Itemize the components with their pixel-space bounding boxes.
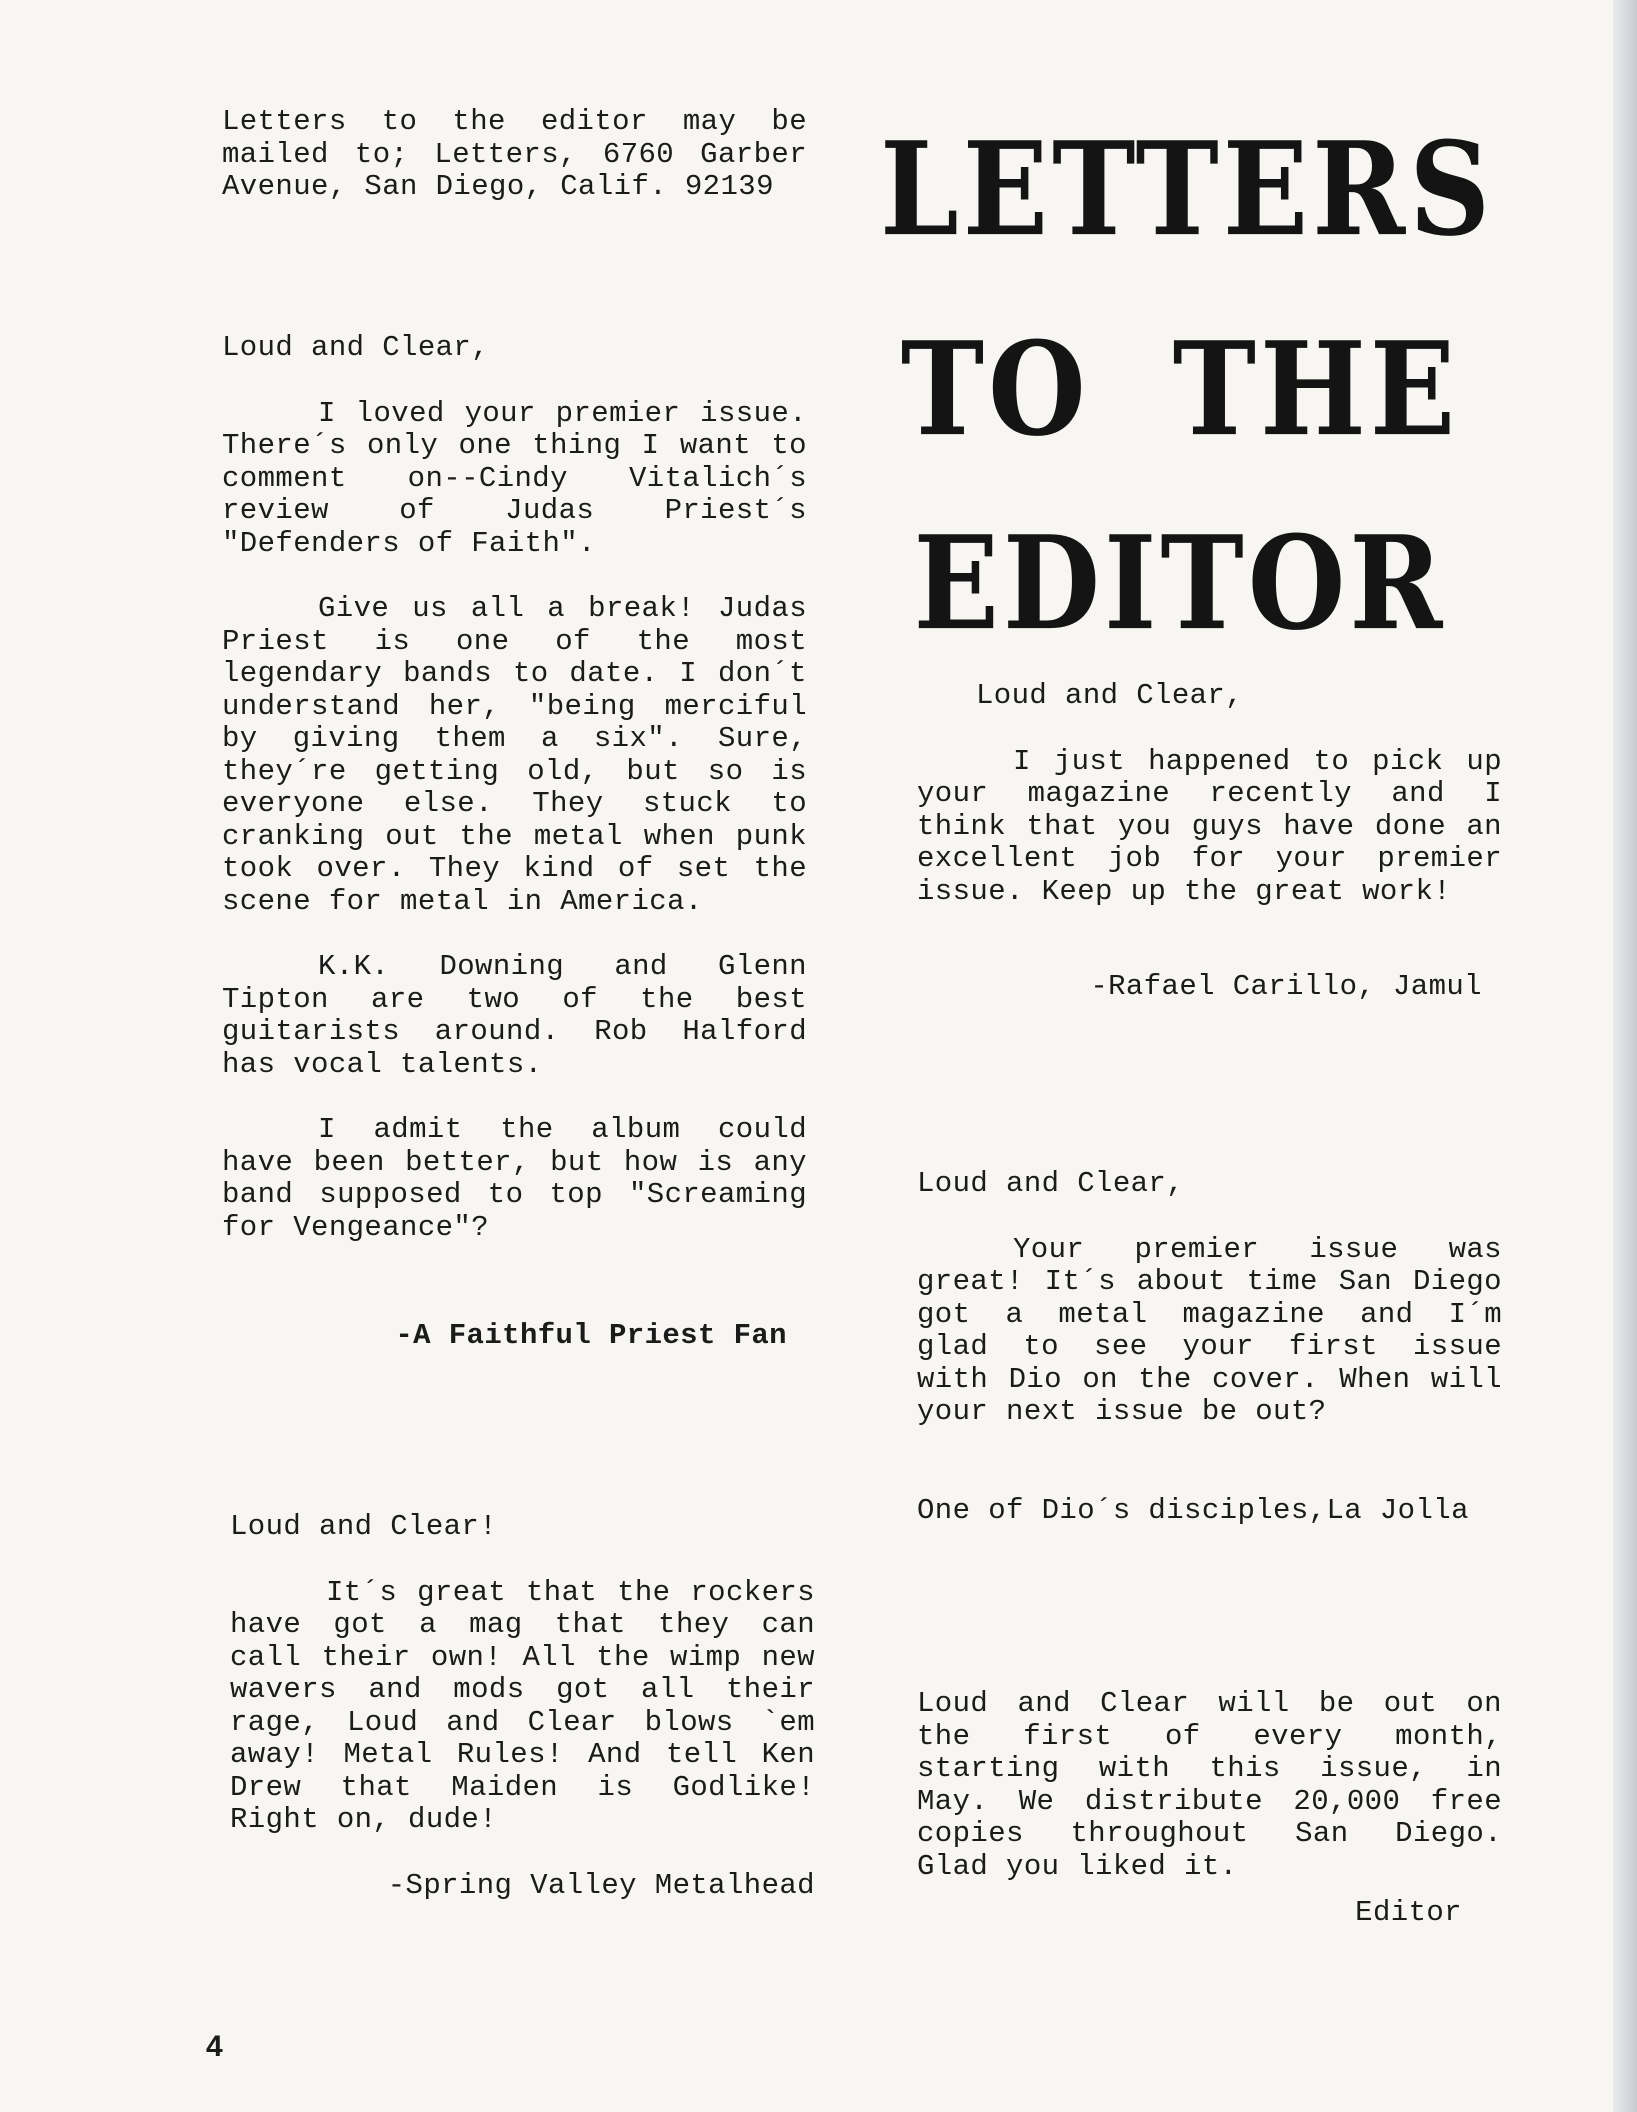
letter-1-paragraph: I loved your premier issue. There´s only one thing I want to comment on--Cindy Vitalich´s review of Judas Priest´s "Defenders of Faith". (222, 396, 807, 560)
letter-4-paragraph: Your premier issue was great! It´s about time San Diego got a metal magazine and I´m glad to see your first issue with Dio on the cover. When will your next issue be out? (917, 1232, 1502, 1428)
letter-4-salutation: Loud and Clear, (917, 1167, 1185, 1200)
title-letters: LETTERS (880, 114, 1495, 266)
letter-2-paragraph: It´s great that the rockers have got a mag that they can call their own! All the wimp new wavers and mods got all their rage, Loud and Clear blows `em away! Metal Rules! And tell Ken Drew that Maiden is Godlike! Right on, dude! (230, 1575, 815, 1836)
letter-3-signature: -Rafael Carillo, Jamul (1090, 970, 1482, 1003)
letter-1-paragraph: K.K. Downing and Glenn Tipton are two of the best guitarists around. Rob Halford has vocal talents. (222, 950, 807, 1081)
letter-4-signature: One of Dio´s disciples,La Jolla (917, 1493, 1469, 1527)
letter-3-salutation: Loud and Clear, (976, 679, 1244, 712)
letter-2-signature: -Spring Valley Metalhead (387, 1868, 815, 1902)
letter-1-signature: -A Faithful Priest Fan (395, 1319, 787, 1352)
letter-1 (222, 332, 807, 1353)
letter-3-paragraph: I just happened to pick up your magazine recently and I think that you guys have done an excellent job for your premier issue. Keep up the great work! (917, 744, 1502, 908)
letter-2 (230, 1511, 815, 1902)
page-number: 4 (206, 2030, 223, 2063)
letter-1-paragraph: I admit the album could have been better, but how is any band supposed to top "Screaming for Vengeance"? (222, 1113, 807, 1244)
title-editor: EDITOR (913, 508, 1447, 660)
title-to-the: TO THE (900, 314, 1460, 466)
page-edge-shadow (1613, 0, 1637, 2112)
editor-reply-text: Loud and Clear will be out on the first of every month, starting with this issue, in May. We distribute 20,000 free copies throughout San Diego. Glad you liked it. (917, 1687, 1502, 1883)
mailing-note-text: Letters to the editor may be mailed to; Letters, 6760 Garber Avenue, San Diego, Calif. 92139 (222, 105, 807, 203)
editor-reply (917, 1688, 1502, 1930)
page-title-line-2 (880, 314, 1480, 466)
mailing-note (222, 106, 807, 204)
letter-4 (917, 1168, 1502, 1560)
page-title-line-1 (880, 114, 1495, 266)
letter-3 (917, 680, 1502, 1004)
letter-1-salutation: Loud and Clear, (222, 331, 490, 364)
page-title-line-3 (880, 508, 1480, 660)
editor-reply-signature: Editor (1355, 1896, 1462, 1929)
letter-1-paragraph: Give us all a break! Judas Priest is one of the most legendary bands to date. I don´t understand her, "being merciful by giving them a six". Sure, they´re getting old, but so is everyone else. They stuck to cranking out the metal when punk took over. They kind of set the scene for metal in America. (222, 592, 807, 918)
letter-2-salutation: Loud and Clear! (230, 1510, 498, 1543)
